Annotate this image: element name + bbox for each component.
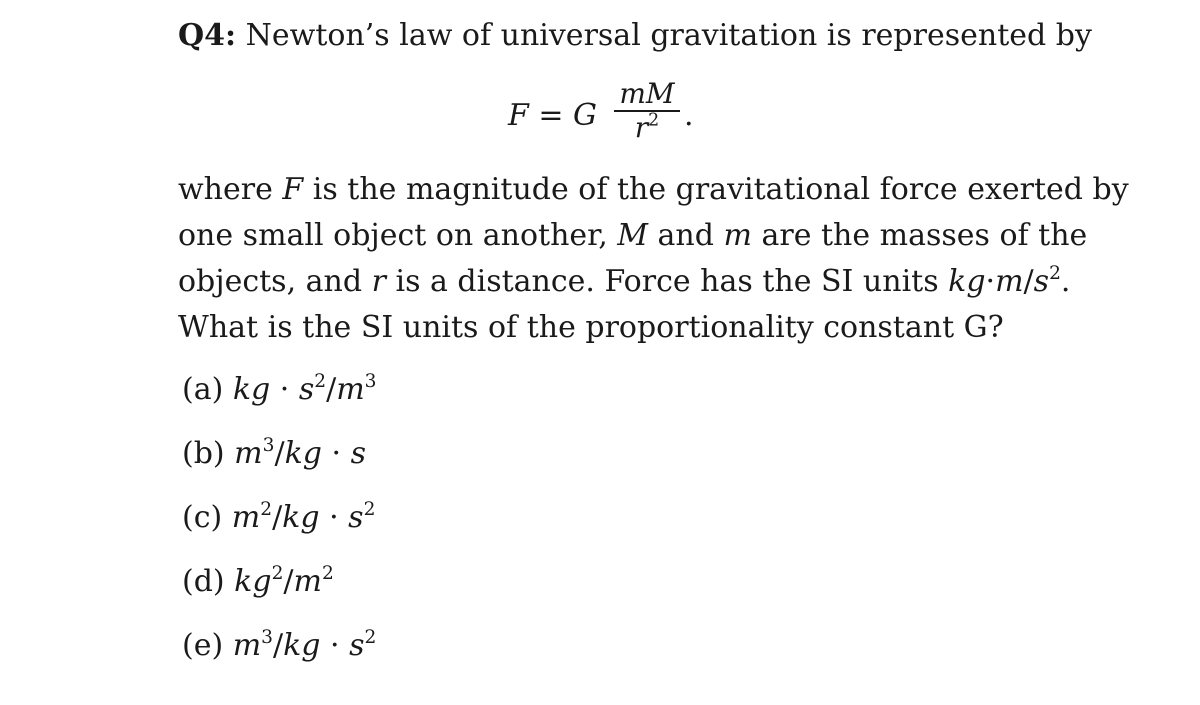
body-line-1: where F is the magnitude of the gravitational force exerted by bbox=[178, 172, 1129, 207]
formula-fraction bbox=[612, 78, 682, 144]
option-letter: (d) bbox=[182, 564, 225, 599]
question-label: Q4: bbox=[178, 18, 237, 53]
formula-lhs: F = G bbox=[508, 98, 598, 133]
gravitation-formula bbox=[508, 78, 728, 158]
option-letter: (e) bbox=[182, 628, 224, 663]
option-answer: $m^3/kg \cdot s^2$ bbox=[232, 626, 377, 663]
option-answer: kg · $s^2/m^3$ bbox=[232, 370, 377, 407]
body-line-3: objects, and r is a distance. Force has the SI units $kg\cdot m/s^2$. bbox=[178, 262, 1071, 299]
option-letter: (c) bbox=[182, 500, 223, 535]
option-letter: (b) bbox=[182, 436, 225, 471]
option-a[interactable] bbox=[182, 372, 377, 408]
question-intro: Newton’s law of universal gravitation is represented by bbox=[245, 18, 1092, 53]
body-line-2: one small object on another, M and m are the masses of the bbox=[178, 218, 1088, 253]
option-answer: $m^2/kg \cdot s^2$ bbox=[231, 498, 376, 535]
option-b[interactable] bbox=[182, 436, 366, 472]
formula-denominator: $r^2$ bbox=[634, 110, 660, 144]
option-d[interactable] bbox=[182, 564, 334, 600]
formula-period: . bbox=[684, 98, 694, 133]
formula-numerator: mM bbox=[619, 77, 675, 110]
option-e[interactable] bbox=[182, 628, 376, 664]
body-line-4: What is the SI units of the proportionality constant G? bbox=[178, 310, 1004, 345]
option-c[interactable] bbox=[182, 500, 375, 536]
question-header bbox=[178, 18, 1092, 54]
option-answer: $m^3/kg \cdot s$ bbox=[234, 434, 366, 471]
option-letter: (a) bbox=[182, 372, 224, 407]
option-answer: $kg^2/m^2$ bbox=[234, 562, 334, 599]
